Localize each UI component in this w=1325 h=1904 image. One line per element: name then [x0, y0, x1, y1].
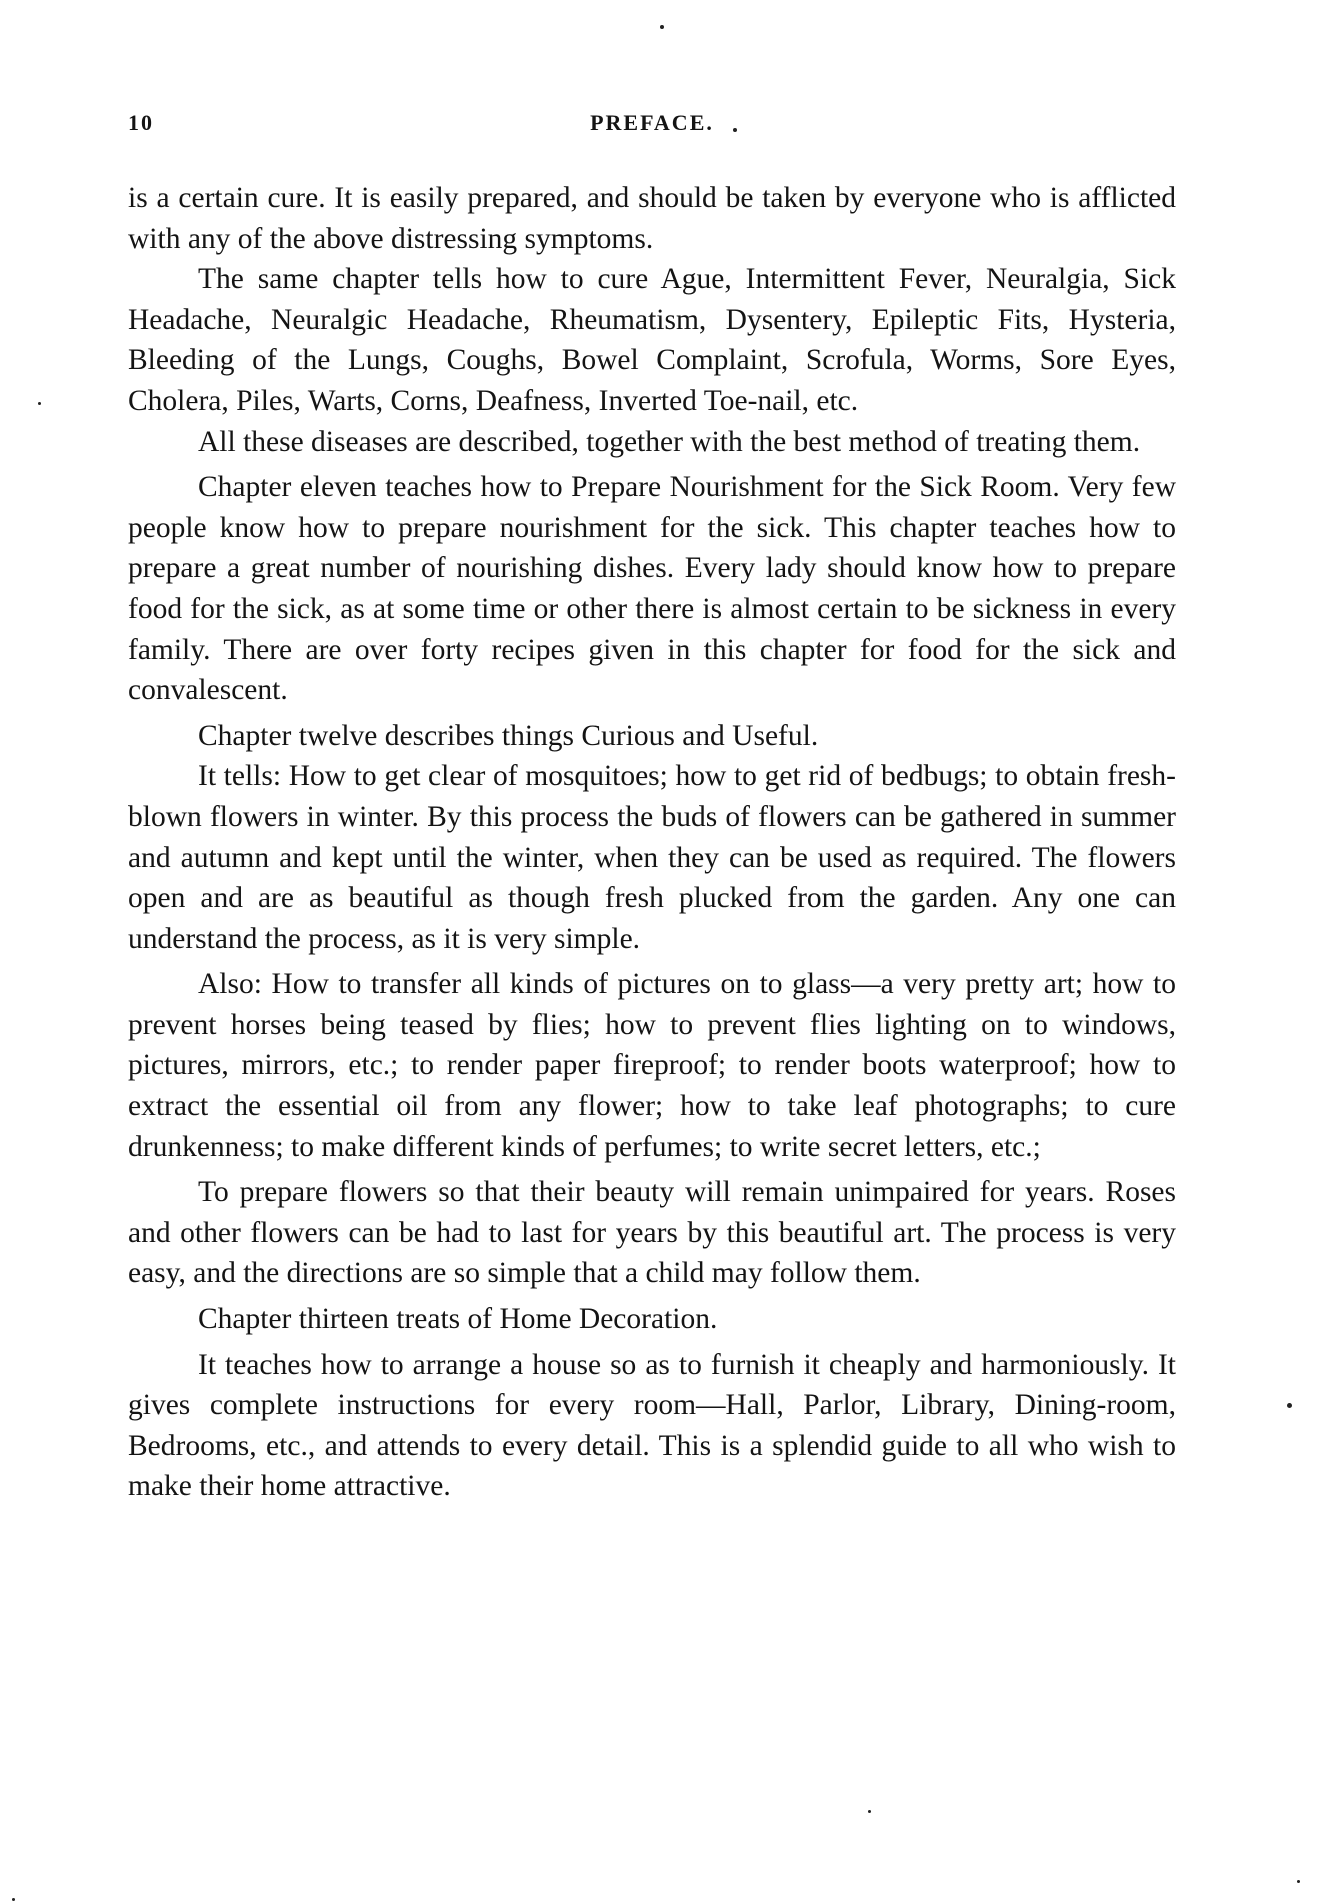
preface-body — [128, 178, 1176, 1507]
paragraph-cure-continuation: is a certain cure. It is easily prepared, and should be taken by everyone who is afflicted with any of the above distressing symptoms. — [128, 182, 1176, 255]
paragraph-chapter-twelve: Chapter twelve describes things Curious and Useful. — [198, 719, 819, 752]
paragraph-home-decoration: It teaches how to arrange a house so as to furnish it cheaply and harmoniously. It gives complete instructions for every room—Hall, Parlor, Library, Dining-room, Bedrooms, etc., and attends to every detail. This is a splendid guide to all who wish to make their home attractive. — [128, 1348, 1176, 1503]
paragraph-prepare-flowers: To prepare flowers so that their beauty will remain unimpaired for years. Roses and other flowers can be had to last for years by this beautiful art. The process is very easy, and the directions are so simple that a child may follow them. — [128, 1176, 1176, 1290]
scan-speck — [12, 1898, 15, 1901]
scan-speck — [1297, 1880, 1300, 1883]
paragraph-same-chapter: The same chapter tells how to cure Ague, Intermittent Fever, Neuralgia, Sick Headache, Neuralgic Headache, Rheumatism, Dysentery, Epileptic Fits, Hysteria, Bleeding of the Lungs, Coughs, Bowel Complaint, Scrofula, Worms, Sore Eyes, Cholera, Piles, Warts, Corns, Deafness, Inverted Toe-nail, etc. — [128, 263, 1176, 417]
scan-speck — [868, 1810, 871, 1813]
paragraph-also: Also: How to transfer all kinds of pictures on to glass—a very pretty art; how to prevent horses being teased by flies; how to prevent flies lighting on to windows, pictures, mirrors, etc.; to render paper fireproof; to render boots waterproof; how to extract the essential oil from any flower; how to take leaf photographs; to cure drunkenness; to make different kinds of perfumes; to write secret letters, etc.; — [128, 968, 1176, 1163]
scan-speck — [733, 128, 737, 132]
paragraph-chapter-thirteen: Chapter thirteen treats of Home Decoration. — [198, 1303, 718, 1336]
paragraph-chapter-eleven: Chapter eleven teaches how to Prepare Nourishment for the Sick Room. Very few people know how to prepare nourishment for the sick. This chapter teaches how to prepare a great number of nourishing dishes. Every lady should know how to prepare food for the sick, as at some time or other there is almost certain to be sickness in every family. There are over forty recipes given in this chapter for food for the sick and convalescent. — [128, 471, 1176, 707]
scan-speck — [38, 402, 41, 405]
scan-speck — [660, 25, 664, 29]
scan-speck — [1287, 1403, 1292, 1408]
paragraph-it-tells: It tells: How to get clear of mosquitoes; how to get rid of bedbugs; to obtain fresh-blown flowers in winter. By this process the buds of flowers can be gathered in summer and autumn and kept until the winter, when they can be used as required. The flowers open and are as beautiful as though fresh plucked from the garden. Any one can understand the process, as it is very simple. — [128, 760, 1176, 955]
page-number: 10 — [128, 110, 154, 135]
page-header — [128, 110, 1176, 146]
paragraph-diseases-described: All these diseases are described, together with the best method of treating them. — [198, 425, 1141, 458]
running-title: PREFACE. — [590, 110, 714, 135]
